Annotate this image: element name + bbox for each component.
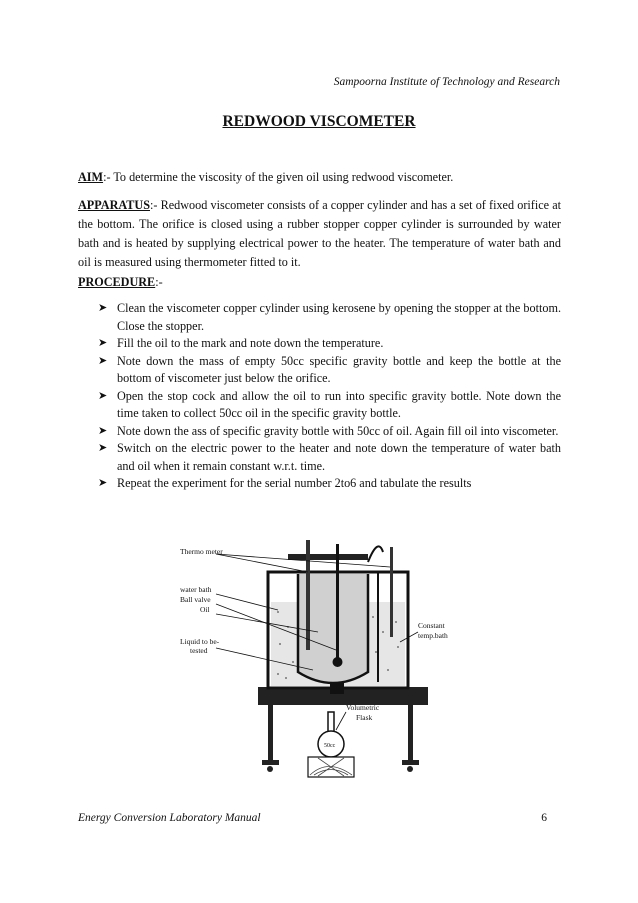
list-item <box>98 440 561 475</box>
apparatus-label: APPARATUS <box>78 198 150 212</box>
arrow-bullet-icon: ➤ <box>98 354 108 367</box>
lid-bar <box>288 554 368 560</box>
label-flask-1: Volumetric <box>346 703 380 712</box>
page-title: REDWOOD VISCOMETER <box>222 113 416 130</box>
ball-valve-rod <box>336 544 339 664</box>
arrow-bullet-icon: ➤ <box>98 337 108 349</box>
redwood-viscometer-diagram <box>168 532 458 782</box>
arrow-bullet-icon: ➤ <box>98 477 108 489</box>
label-constant-1: Constant <box>418 621 445 630</box>
arrow-bullet-icon: ➤ <box>98 424 108 437</box>
arrow-bullet-icon: ➤ <box>98 442 108 454</box>
page-footer <box>78 812 561 824</box>
procedure-label: PROCEDURE <box>78 275 156 289</box>
page-number: 6 <box>541 812 547 824</box>
list-item <box>98 423 561 441</box>
viscometer-drawing <box>168 532 458 782</box>
step-text: Fill the oil to the mark and note down the temperature. <box>117 336 384 350</box>
arrow-bullet-icon: ➤ <box>98 302 108 314</box>
label-liquid-2: tested <box>190 646 208 655</box>
aim-paragraph <box>78 168 561 187</box>
arrow-bullet-icon: ➤ <box>98 389 108 402</box>
apparatus-paragraph <box>78 196 561 272</box>
aim-text: :- To determine the viscosity of the given oil using redwood viscometer. <box>103 170 454 184</box>
step-text: Note down the mass of empty 50cc specific gravity bottle and keep the bottle at the bottom of viscometer just below the orifice. <box>117 353 561 385</box>
label-ball-valve: Ball valve <box>180 595 211 604</box>
apparatus-text: :- Redwood viscometer consists of a copper cylinder and has a set of fixed orifice at the bottom. The orifice is closed using a rubber stopper copper cylinder is surrounded by water bath and is heated by supplying electrical power to the heater. The temperature of water bath and oil is measured using thermometer fitted to it. <box>78 198 561 269</box>
label-constant-2: temp.bath <box>418 631 448 640</box>
thermometer-left <box>306 540 310 650</box>
procedure-suffix: :- <box>155 275 163 289</box>
right-leg <box>408 705 413 763</box>
step-text: Repeat the experiment for the serial number 2to6 and tabulate the results <box>117 476 472 490</box>
left-leg <box>268 705 273 763</box>
label-flask-2: Flask <box>356 713 373 722</box>
label-water-bath: water bath <box>180 585 212 594</box>
step-text: Switch on the electric power to the heater and note down the temperature of water bath and oil when it remain constant w.r.t. time. <box>117 441 561 473</box>
label-liquid-1: Liquid to be- <box>180 637 220 646</box>
step-text: Open the stop cock and allow the oil to run into specific gravity bottle. Note down the time taken to collect 50cc oil in the specific gravity bottle. <box>117 388 561 420</box>
label-thermometer: Thermo meter <box>180 547 223 556</box>
aim-label: AIM <box>78 170 104 184</box>
thermometer-right <box>390 547 393 637</box>
list-item <box>98 335 561 353</box>
label-oil: Oil <box>200 605 210 614</box>
running-header: Sampoorna Institute of Technology and Research <box>333 76 560 88</box>
list-item <box>98 475 561 493</box>
step-text: Note down the ass of specific gravity bottle with 50cc of oil. Again fill oil into viscometer. <box>117 423 559 438</box>
flask-mark: 50cc <box>324 743 336 749</box>
footer-title: Energy Conversion Laboratory Manual <box>78 812 261 824</box>
list-item <box>98 388 561 423</box>
list-item <box>98 300 561 335</box>
list-item <box>98 353 561 388</box>
procedure-heading <box>78 273 561 292</box>
step-text: Clean the viscometer copper cylinder using kerosene by opening the stopper at the bottom. Close the stopper. <box>117 301 561 333</box>
procedure-steps-list <box>98 300 561 493</box>
